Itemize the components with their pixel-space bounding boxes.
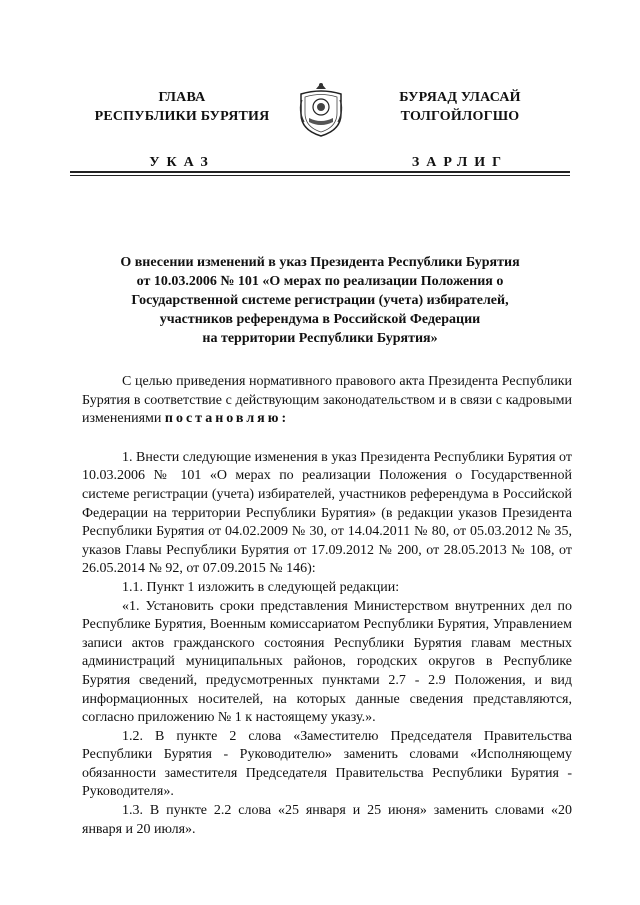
- header-left-kind: УКАЗ: [149, 155, 215, 170]
- document-title: [80, 253, 560, 348]
- header-rule-thin: [70, 175, 570, 176]
- title-line: О внесении изменений в указ Президента Республики Бурятия: [120, 255, 520, 270]
- coat-of-arms-icon: [296, 80, 346, 138]
- header-left-line1: ГЛАВА: [158, 90, 206, 105]
- header-left: [82, 88, 282, 172]
- header-right-kind: ЗАРЛИГ: [411, 155, 509, 170]
- document-body: [82, 373, 572, 839]
- paragraph-1-1: 1.1. Пункт 1 изложить в следующей редакции:: [122, 579, 400, 595]
- title-line: на территории Республики Бурятия»: [202, 331, 438, 346]
- title-line: от 10.03.2006 № 101 «О мерах по реализации Положения о: [136, 274, 504, 289]
- header-rule-thick: [70, 171, 570, 173]
- intro-paragraph: [82, 373, 572, 429]
- title-line: участников референдума в Российской Федерации: [159, 312, 481, 327]
- decree-keyword: постановляю:: [164, 411, 290, 427]
- header-right-line2: ТОЛГОЙЛОГШО: [400, 109, 520, 124]
- header-right-line1: БУРЯАД УЛАСАЙ: [399, 90, 521, 105]
- header-right: [360, 88, 560, 172]
- header-left-line2: РЕСПУБЛИКИ БУРЯТИЯ: [94, 109, 270, 124]
- paragraph-1-1-quote: «1. Установить сроки представления Министерством внутренних дел по Республике Бурятия, Военным комиссариатом Республики Бурятия, Управлением записи актов гражданского состояния Республики Бурятия главам местных администраций муниципальных районов, городских округов в Республике Бурятия сведений, предусмотренных пунктами 2.7 - 2.9 Положения, и вид информационных носителей, на которых данные сведения представляются, согласно приложению № 1 к настоящему указу.».: [82, 598, 572, 726]
- intro-text: С целью приведения нормативного правового акта Президента Республики Бурятия в соответствие с действующим законодательством и в связи с кадровыми изменениями: [82, 374, 572, 427]
- paragraph-1-2: 1.2. В пункте 2 слова «Заместителю Председателя Правительства Республики Бурятия - Руководителю» заменить словами «Исполняющему обязанности заместителя Председателя Правительства Республики Бурятия - Руководителя».: [82, 728, 572, 800]
- paragraph-1-3: 1.3. В пункте 2.2 слова «25 января и 25 июня» заменить словами «20 января и 20 июля».: [82, 803, 572, 837]
- paragraph-1: 1. Внести следующие изменения в указ Президента Республики Бурятия от 10.03.2006 № 101 «О мерах по реализации Положения о Государственной системе регистрации (учета) избирателей, участников референдума в Российской Федерации на территории Республики Бурятия» (в редакции указов Президента Республики Бурятия от 04.02.2009 № 30, от 14.04.2011 № 80, от 05.03.2012 № 35, указов Главы Республики Бурятия от 17.09.2012 № 200, от 28.05.2013 № 108, от 26.05.2014 № 92, от 07.09.2015 № 146):: [82, 449, 572, 577]
- title-line: Государственной системе регистрации (учета) избирателей,: [131, 293, 509, 308]
